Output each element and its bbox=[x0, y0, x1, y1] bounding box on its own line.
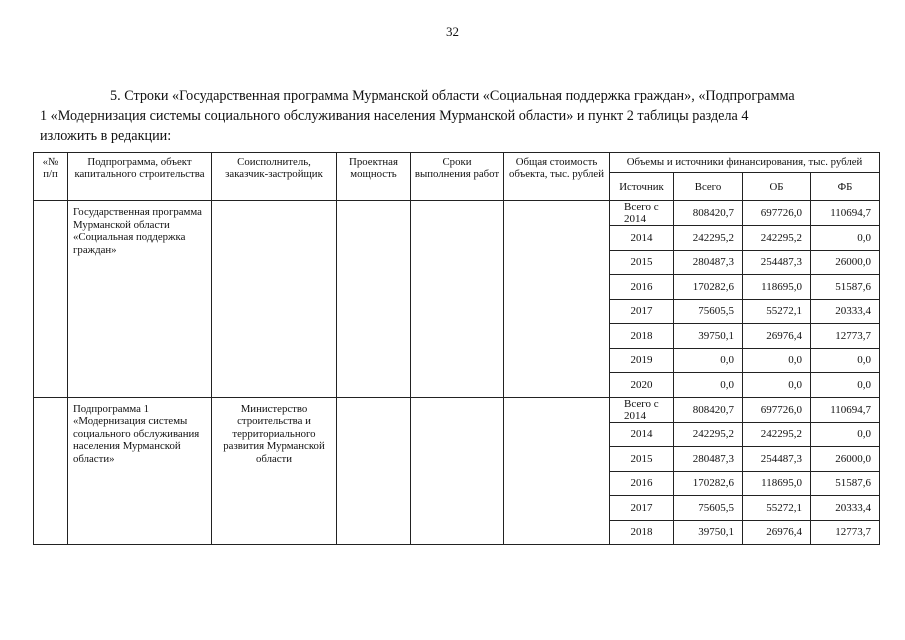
table-cell-ob: 254487,3 bbox=[743, 447, 811, 472]
table-cell-source: 2018 bbox=[610, 520, 674, 545]
table-cell-fb: 110694,7 bbox=[811, 201, 880, 226]
table-cell-source: 2017 bbox=[610, 299, 674, 324]
table-cell-total: 75605,5 bbox=[674, 496, 743, 521]
table-cell-fb: 12773,7 bbox=[811, 520, 880, 545]
table-cell-ob: 55272,1 bbox=[743, 496, 811, 521]
table-cell-fb: 0,0 bbox=[811, 348, 880, 373]
header-deadline: Сроки выполнения работ bbox=[411, 153, 504, 201]
header-ob: ОБ bbox=[743, 173, 811, 201]
table-cell-total: 242295,2 bbox=[674, 422, 743, 447]
header-num: «№ п/п bbox=[34, 153, 68, 201]
table-cell-source: Всего с 2014 bbox=[610, 397, 674, 422]
group1-deadline bbox=[411, 201, 504, 398]
table-cell-fb: 0,0 bbox=[811, 373, 880, 398]
table-cell-ob: 697726,0 bbox=[743, 201, 811, 226]
table-cell-source: 2019 bbox=[610, 348, 674, 373]
header-total-cost: Общая стоимость объекта, тыс. рублей bbox=[504, 153, 610, 201]
header-capacity: Проектная мощность bbox=[337, 153, 411, 201]
intro-line-3: изложить в редакции: bbox=[40, 128, 172, 144]
group2-capacity bbox=[337, 397, 411, 545]
table-cell-source: 2020 bbox=[610, 373, 674, 398]
header-subprogram: Подпрограмма, объект капитального строительства bbox=[68, 153, 212, 201]
table-cell-ob: 26976,4 bbox=[743, 324, 811, 349]
table-cell-total: 39750,1 bbox=[674, 520, 743, 545]
group1-executor bbox=[212, 201, 337, 398]
page-number: 32 bbox=[446, 24, 459, 39]
intro-line-2: 1 «Модернизация системы социального обслуживания населения Мурманской области» и пункт 2 таблицы раздела 4 bbox=[40, 108, 749, 124]
table-cell-ob: 118695,0 bbox=[743, 471, 811, 496]
table-cell-total: 280487,3 bbox=[674, 447, 743, 472]
table-cell-fb: 51587,6 bbox=[811, 275, 880, 300]
table-cell-total: 242295,2 bbox=[674, 226, 743, 251]
table-cell-fb: 0,0 bbox=[811, 226, 880, 251]
table-cell-fb: 26000,0 bbox=[811, 250, 880, 275]
table-cell-source: 2014 bbox=[610, 226, 674, 251]
group2-num bbox=[34, 397, 68, 545]
table-cell-ob: 0,0 bbox=[743, 373, 811, 398]
table-cell-source: Всего с 2014 bbox=[610, 201, 674, 226]
group1-capacity bbox=[337, 201, 411, 398]
table-cell-source: 2016 bbox=[610, 275, 674, 300]
table-cell-total: 808420,7 bbox=[674, 397, 743, 422]
group2-executor: Министерство строительства и территориального развития Мурманской области bbox=[212, 397, 337, 545]
table-cell-fb: 26000,0 bbox=[811, 447, 880, 472]
table-cell-ob: 242295,2 bbox=[743, 226, 811, 251]
table-cell-ob: 55272,1 bbox=[743, 299, 811, 324]
table-cell-source: 2016 bbox=[610, 471, 674, 496]
table-cell-source: 2014 bbox=[610, 422, 674, 447]
intro-line-1: 5. Строки «Государственная программа Мурманской области «Социальная поддержка граждан», «Подпрограмма bbox=[110, 88, 795, 104]
table-cell-total: 170282,6 bbox=[674, 275, 743, 300]
table-cell-fb: 12773,7 bbox=[811, 324, 880, 349]
table-cell-fb: 20333,4 bbox=[811, 299, 880, 324]
table-cell-source: 2018 bbox=[610, 324, 674, 349]
table-cell-total: 170282,6 bbox=[674, 471, 743, 496]
table-cell-total: 39750,1 bbox=[674, 324, 743, 349]
group1-num bbox=[34, 201, 68, 398]
table-cell-total: 0,0 bbox=[674, 373, 743, 398]
group1-total-cost bbox=[504, 201, 610, 398]
table-cell-total: 808420,7 bbox=[674, 201, 743, 226]
table-cell-fb: 51587,6 bbox=[811, 471, 880, 496]
table-cell-total: 75605,5 bbox=[674, 299, 743, 324]
table-cell-source: 2017 bbox=[610, 496, 674, 521]
table-cell-source: 2015 bbox=[610, 447, 674, 472]
table-cell-ob: 254487,3 bbox=[743, 250, 811, 275]
table-cell-ob: 242295,2 bbox=[743, 422, 811, 447]
table-cell-fb: 20333,4 bbox=[811, 496, 880, 521]
financing-table bbox=[33, 152, 880, 545]
header-total: Всего bbox=[674, 173, 743, 201]
group2-name: Подпрограмма 1 «Модернизация системы социального обслуживания населения Мурманской области» bbox=[68, 397, 212, 545]
table-cell-source: 2015 bbox=[610, 250, 674, 275]
header-executor: Соисполнитель, заказчик-застройщик bbox=[212, 153, 337, 201]
table-cell-ob: 118695,0 bbox=[743, 275, 811, 300]
table-cell-ob: 697726,0 bbox=[743, 397, 811, 422]
header-source: Источник bbox=[610, 173, 674, 201]
table-cell-fb: 110694,7 bbox=[811, 397, 880, 422]
group2-total-cost bbox=[504, 397, 610, 545]
group2-deadline bbox=[411, 397, 504, 545]
table-cell-total: 280487,3 bbox=[674, 250, 743, 275]
header-financing: Объемы и источники финансирования, тыс. рублей bbox=[610, 153, 880, 173]
table-cell-ob: 26976,4 bbox=[743, 520, 811, 545]
table-cell-total: 0,0 bbox=[674, 348, 743, 373]
table-cell-ob: 0,0 bbox=[743, 348, 811, 373]
table-cell-fb: 0,0 bbox=[811, 422, 880, 447]
header-fb: ФБ bbox=[811, 173, 880, 201]
group1-name: Государственная программа Мурманской области «Социальная поддержка граждан» bbox=[68, 201, 212, 398]
